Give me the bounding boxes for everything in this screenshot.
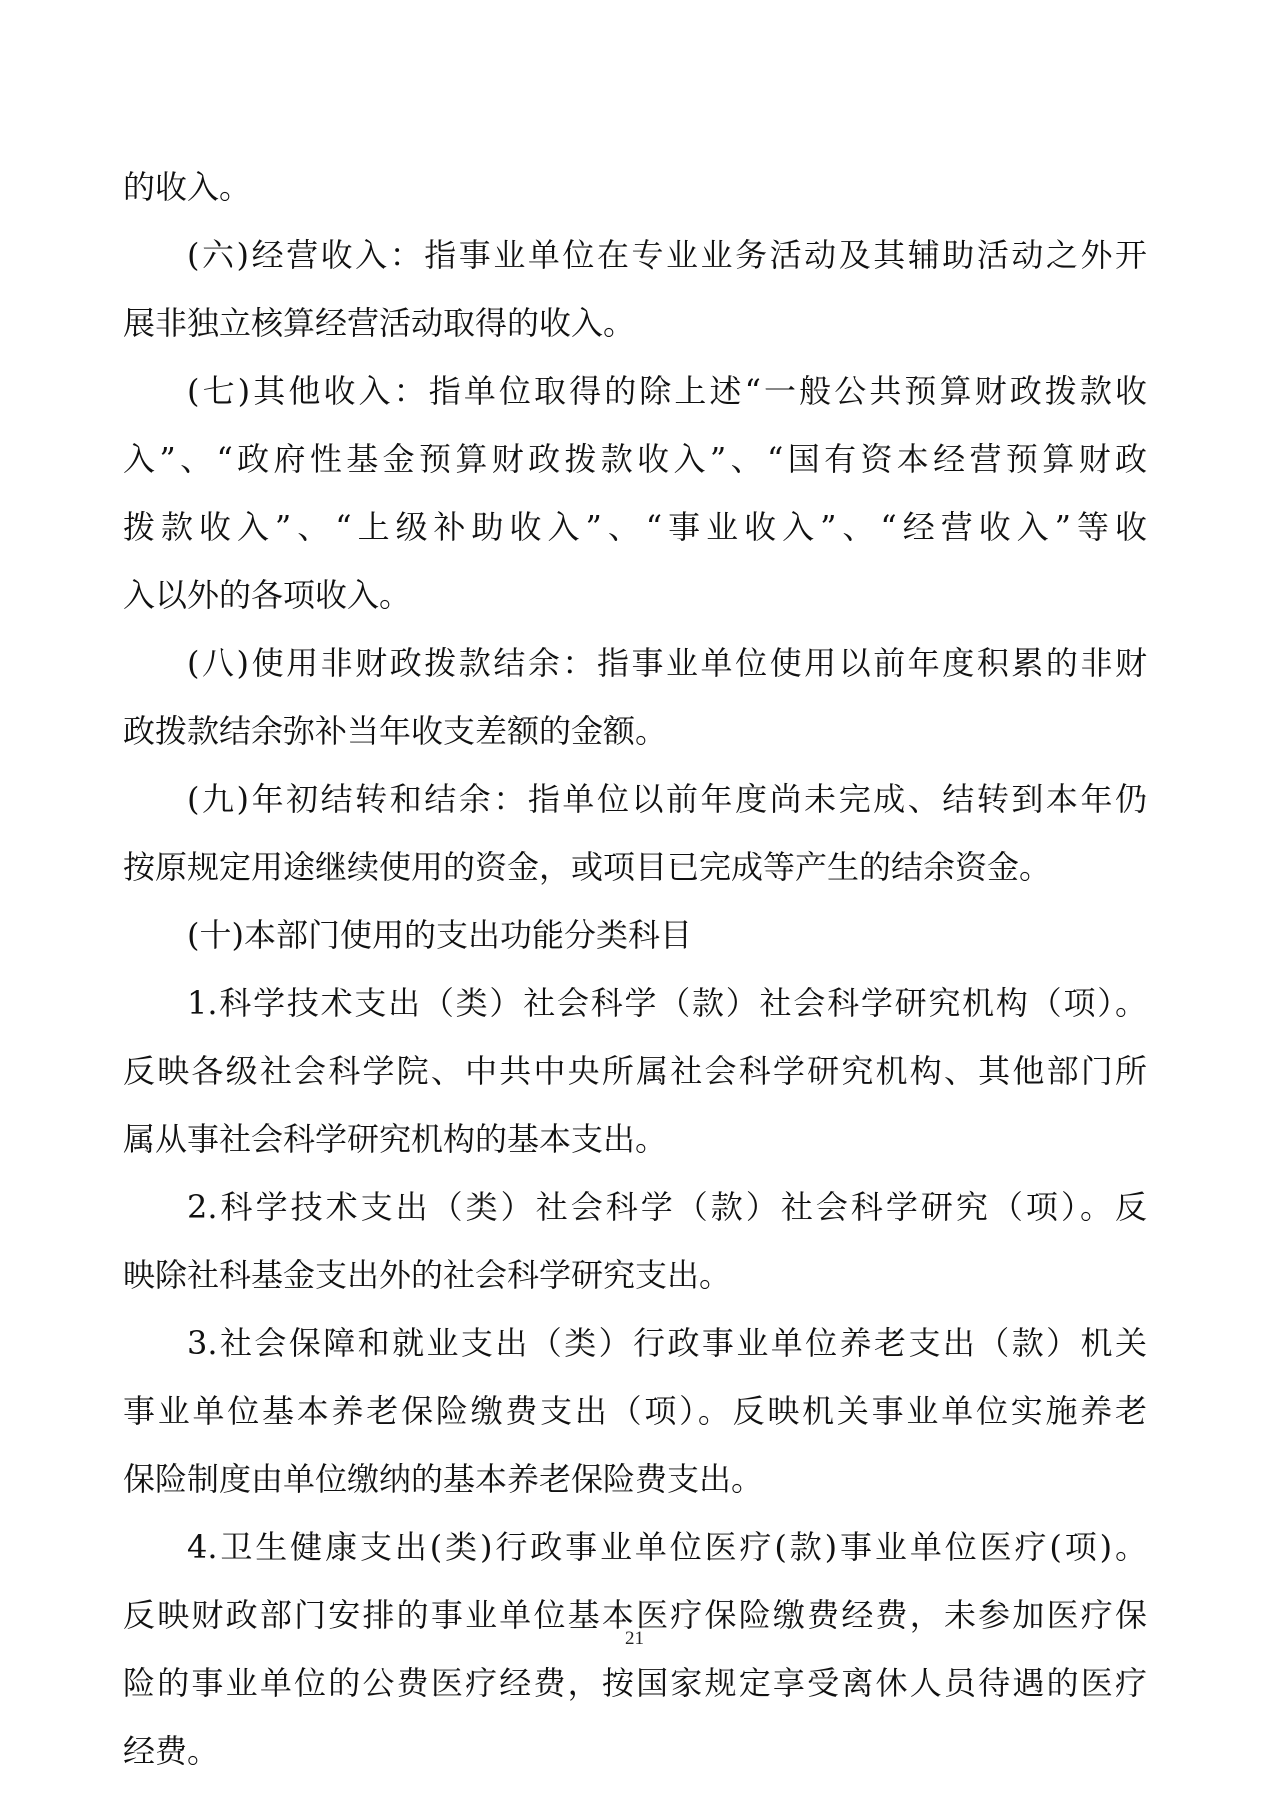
text-line: 政拨款结余弥补当年收支差额的金额。 [123,712,668,750]
text-line: 拨款收入”、“上级补助收入”、“事业收入”、“经营收入”等收 [123,508,1147,546]
text-line: 保险制度由单位缴纳的基本养老保险费支出。 [123,1460,764,1498]
text-line: (十)本部门使用的支出功能分类科目 [187,916,692,954]
text-line: 反映财政部门安排的事业单位基本医疗保险缴费经费，未参加医疗保 [123,1596,1147,1634]
text-line: 的收入。 [123,168,252,206]
text-line: 事业单位基本养老保险缴费支出（项）。反映机关事业单位实施养老 [123,1392,1147,1430]
text-line: 属从事社会科学研究机构的基本支出。 [123,1120,668,1158]
text-line: 入”、“政府性基金预算财政拨款收入”、“国有资本经营预算财政 [123,440,1147,478]
text-line: (八)使用非财政拨款结余：指事业单位使用以前年度积累的非财 [187,644,1147,682]
text-line: 按原规定用途继续使用的资金，或项目已完成等产生的结余资金。 [123,848,1052,886]
text-line: 反映各级社会科学院、中共中央所属社会科学研究机构、其他部门所 [123,1052,1147,1090]
text-line: (九)年初结转和结余：指单位以前年度尚未完成、结转到本年仍 [187,780,1147,818]
text-line: 3.社会保障和就业支出（类）行政事业单位养老支出（款）机关 [187,1324,1147,1362]
text-line: (六)经营收入：指事业单位在专业业务活动及其辅助活动之外开 [187,236,1147,274]
body-text [123,153,1147,1785]
text-line: 入以外的各项收入。 [123,576,412,614]
text-line: 1.科学技术支出（类）社会科学（款）社会科学研究机构（项）。 [187,984,1147,1022]
page-number: 21 [625,1628,644,1649]
text-line: 经费。 [123,1732,220,1770]
text-line: 险的事业单位的公费医疗经费，按国家规定享受离休人员待遇的医疗 [123,1664,1147,1702]
text-line: 2.科学技术支出（类）社会科学（款）社会科学研究（项）。反 [187,1188,1147,1226]
text-line: 映除社科基金支出外的社会科学研究支出。 [123,1256,732,1294]
text-line: (七)其他收入：指单位取得的除上述“一般公共预算财政拨款收 [187,372,1147,410]
text-line: 展非独立核算经营活动取得的收入。 [123,304,636,342]
text-line: 4.卫生健康支出(类)行政事业单位医疗(款)事业单位医疗(项)。 [187,1528,1147,1566]
